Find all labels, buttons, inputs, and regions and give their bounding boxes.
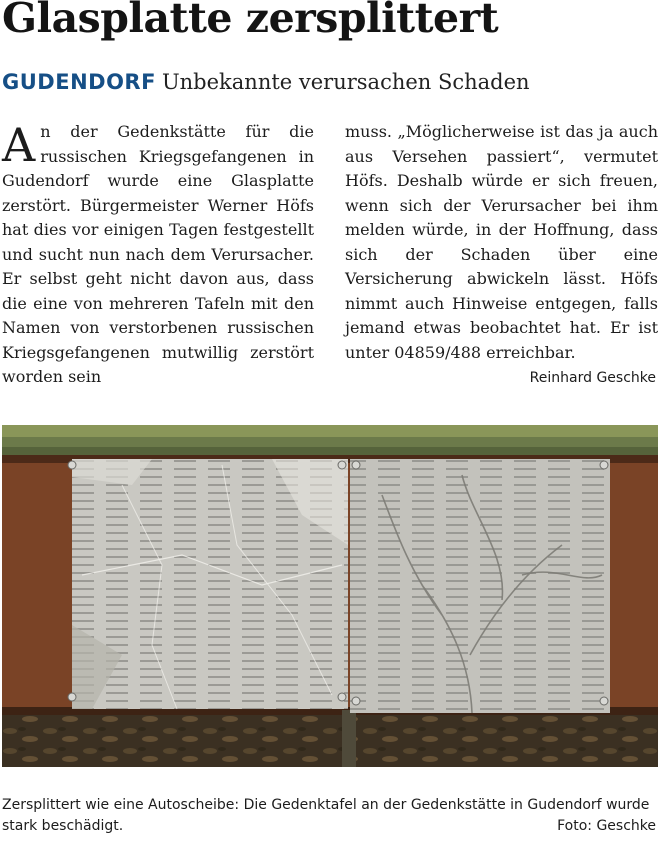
caption-text: Zersplittert wie eine Autoscheibe: Die Gedenktafel an der Gedenkstätte in Gudendorf wurde stark beschädigt. (2, 797, 650, 834)
photo-caption (2, 795, 656, 837)
kicker-location: GUDENDORF (2, 70, 156, 94)
headline: Glasplatte zersplittert (2, 0, 499, 42)
photo-illustration (2, 425, 658, 767)
article-column-right (345, 120, 658, 365)
subline (2, 70, 530, 95)
drop-cap: A (2, 118, 36, 172)
author-byline: Reinhard Geschke (529, 370, 656, 386)
memorial-plaque-photo (2, 425, 658, 767)
subtitle: Unbekannte verursachen Schaden (161, 70, 530, 94)
article-column-left (2, 120, 314, 390)
article-text-right: muss. „Möglicherweise ist das ja auch aus Versehen passiert“, vermutet Höfs. Deshalb würde er sich freuen, wenn sich der Verursacher bei ihm melden würde, in der Hoffnung, dass sich der Schaden über eine Versicherung abwickeln lässt. Höfs nimmt auch Hinweise entgegen, falls jemand etwas beobachtet hat. Er ist unter 04859/488 erreichbar. (345, 122, 658, 362)
article-text-left: n der Gedenkstätte für die russischen Kriegsgefangenen in Gudendorf wurde eine Glasplatte zerstört. Bürgermeister Werner Höfs hat dies vor einigen Tagen festgestellt und sucht nun nach dem Verursacher. Er selbst geht nicht davon aus, dass die eine von mehreren Tafeln mit den Namen von verstorbenen russischen Kriegsgefangenen mutwillig zerstört worden sein (2, 122, 314, 386)
photo-credit: Foto: Geschke (557, 818, 656, 834)
